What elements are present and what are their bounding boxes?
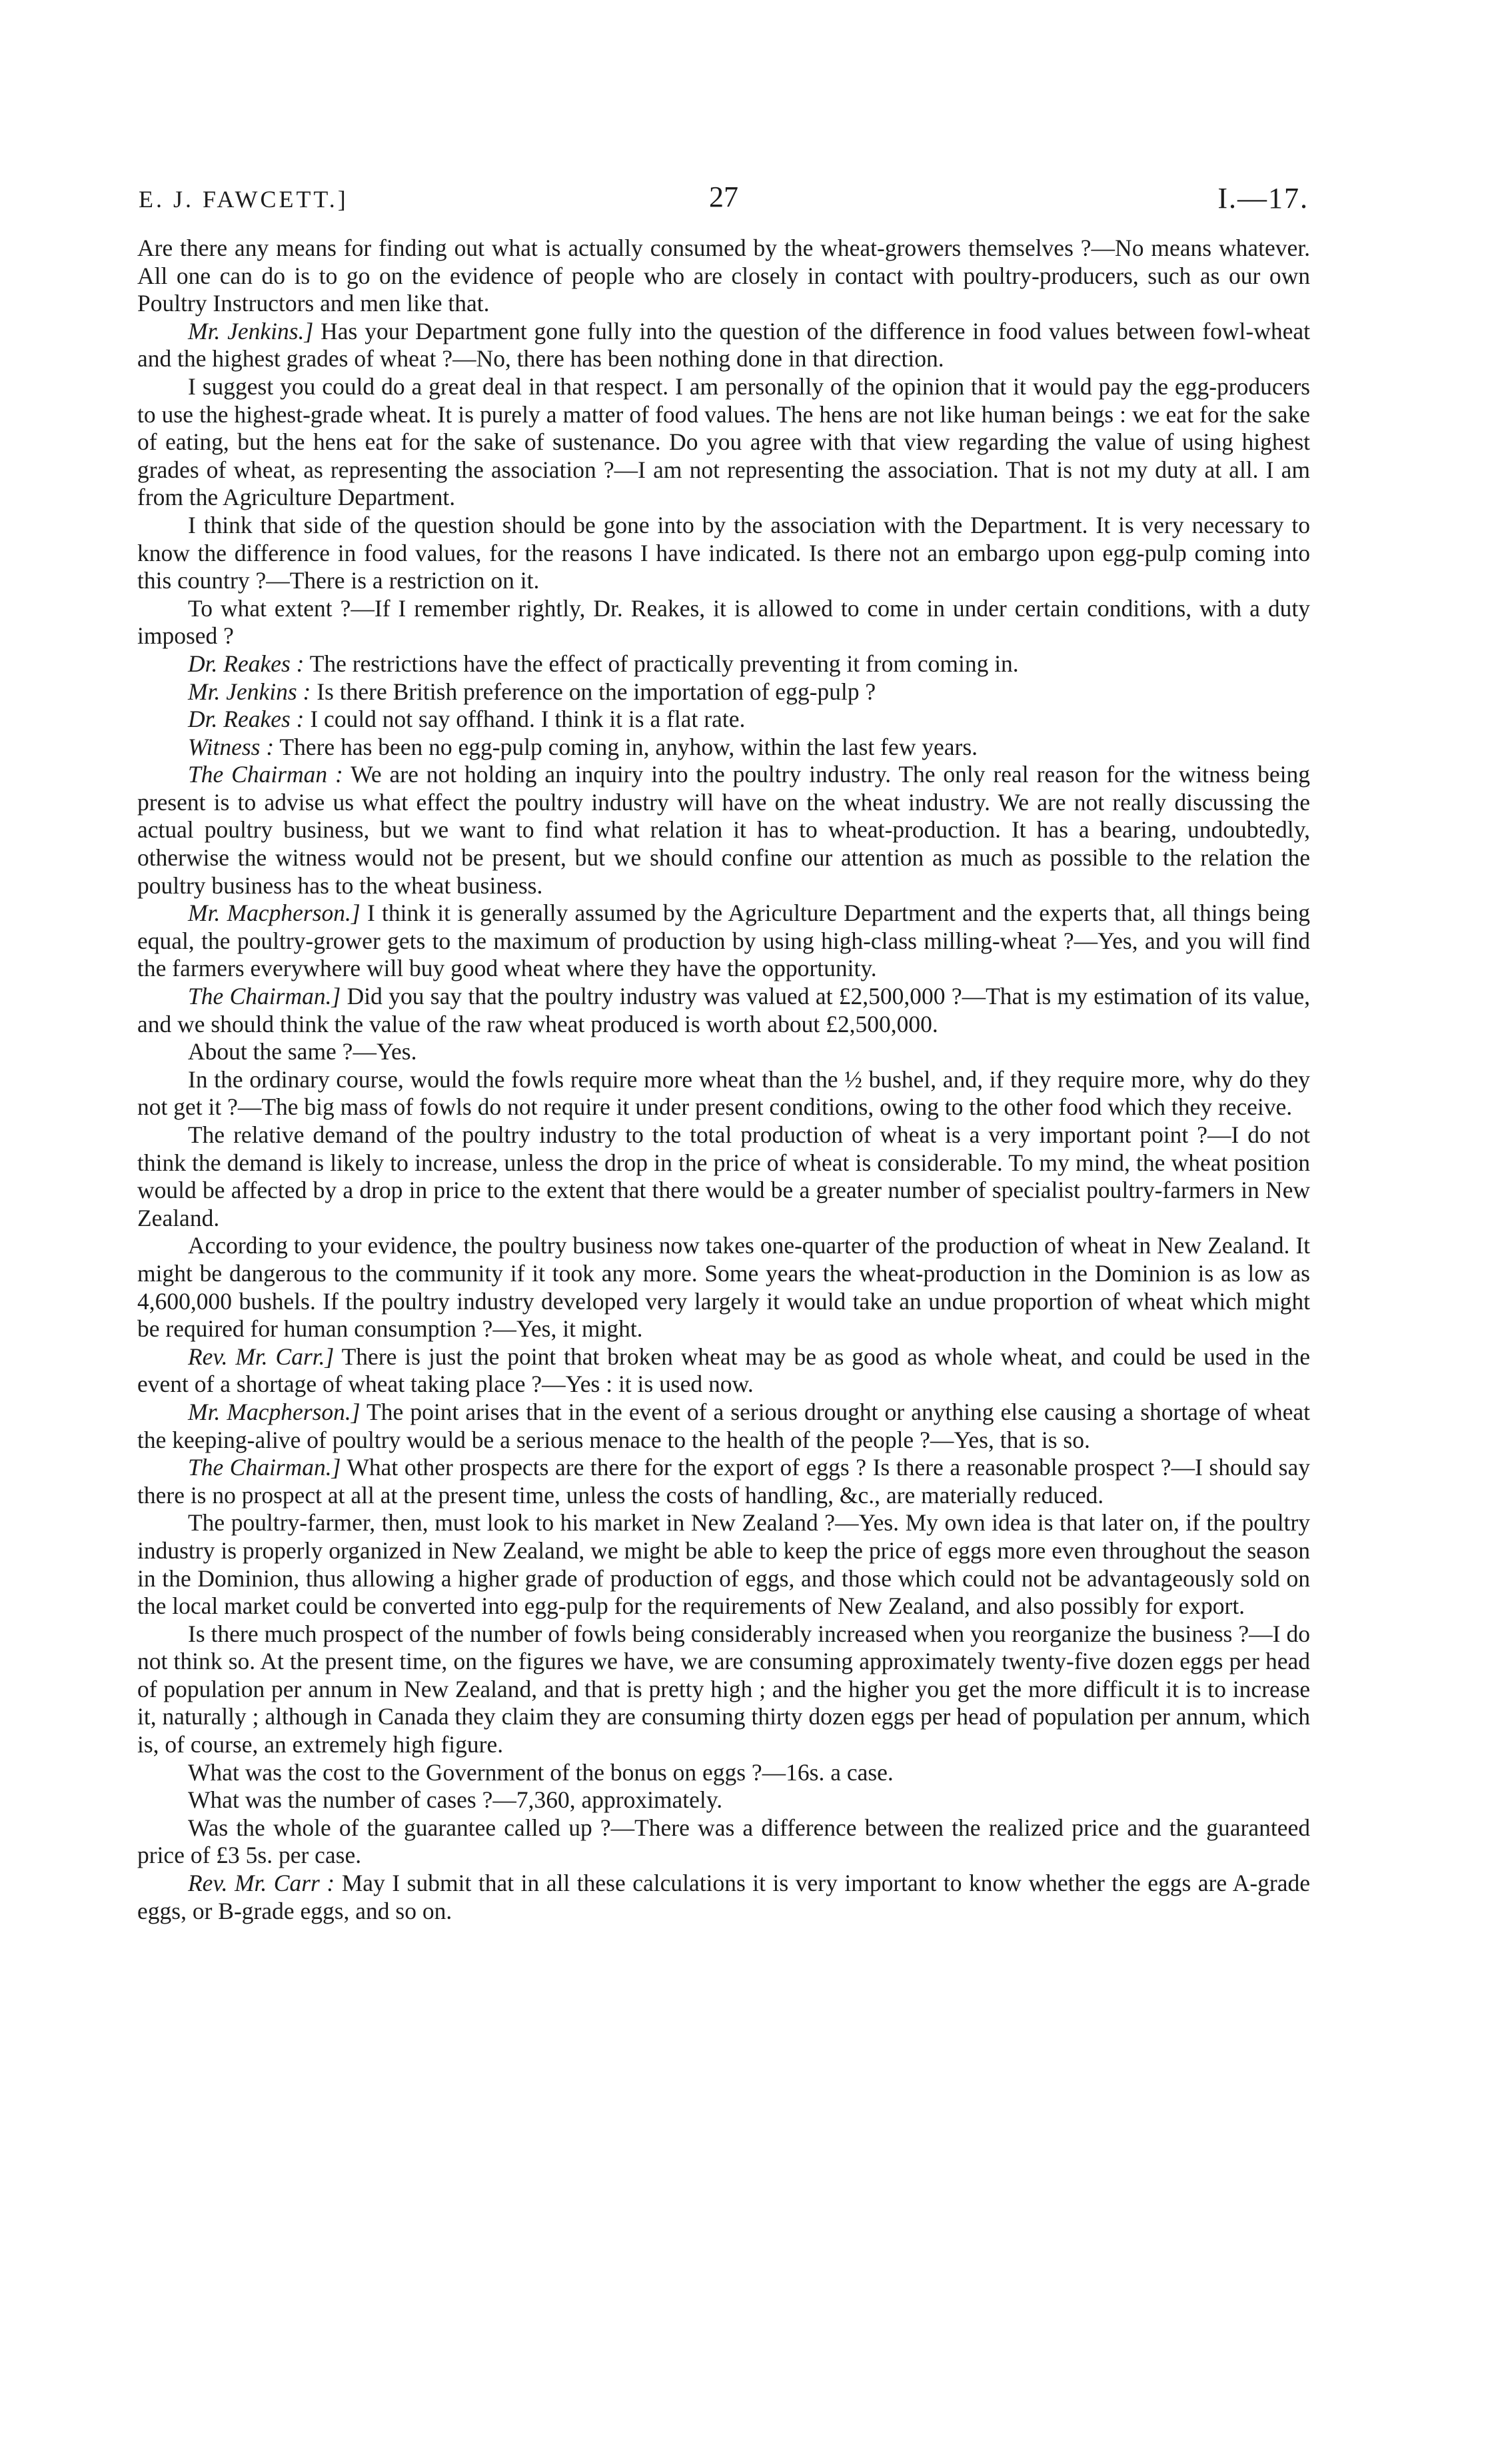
paragraph-text: The poultry-farmer, then, must look to his market in New Zealand ?—Yes. My own idea is that later on, if the poultry industry is properly organized in New Zealand, we might be able to keep the price of eggs more even throughout the season in the Dominion, thus allowing a higher grade of production of eggs, and those which could not be advantageously sold on the local market could be converted into egg-pulp for the requirements of New Zealand, and also possibly for export. xyxy=(137,1509,1310,1620)
paragraph xyxy=(137,650,1310,678)
paragraph xyxy=(137,1814,1310,1870)
paragraph-text: To what extent ?—If I remember rightly, Dr. Reakes, it is allowed to come in under certain conditions, with a duty imposed ? xyxy=(137,594,1310,650)
paragraph-text: I think that side of the question should be gone into by the association with the Department. It is very necessary to know the difference in food values, for the reasons I have indicated. Is there not an embargo upon egg-pulp coming into this country ?—There is a restriction on it. xyxy=(137,511,1310,594)
paragraph xyxy=(137,900,1310,983)
paragraph xyxy=(137,761,1310,900)
paragraph-text: The relative demand of the poultry industry to the total production of wheat is a very important point ?—I do not think the demand is likely to increase, unless the drop in the price of wheat is considerable. To my mind, the wheat position would be affected by a drop in price to the extent that there would be a greater number of specialist poultry-farmers in New Zealand. xyxy=(137,1121,1310,1231)
paragraph xyxy=(137,1038,1310,1066)
speaker: Witness : xyxy=(188,733,275,760)
page-number: 27 xyxy=(709,181,738,213)
speaker: Dr. Reakes : xyxy=(188,650,305,677)
paragraph xyxy=(137,1870,1310,1925)
paragraph-text: Is there much prospect of the number of fowls being considerably increased when you reorganize the business ?—I do not think so. At the present time, on the figures we have, we are consuming approximately twenty-five dozen eggs per head of population per annum in New Zealand, and that is pretty high ; and the higher you get the more difficult it is to increase it, naturally ; although in Canada they claim they are consuming thirty dozen eggs per head of population per annum, which is, of course, an extremely high figure. xyxy=(137,1620,1310,1758)
paragraph-text: We are not holding an inquiry into the poultry industry. The only real reason for the witness being present is to advise us what effect the poultry industry will have on the wheat industry. We are not really discussing the actual poultry business, but we want to find what relation it has to wheat-production. It has a bearing, undoubtedly, otherwise the witness would not be present, but we should confine our attention as much as possible to the relation the poultry business has to the wheat business. xyxy=(137,761,1310,899)
paragraph-text: The point arises that in the event of a serious drought or anything else causing a shortage of wheat the keeping-alive of poultry would be a serious menace to the health of the people ?—Yes, that is so. xyxy=(137,1398,1311,1453)
paragraph-text: May I submit that in all these calculations it is very important to know whether the eggs are A-grade eggs, or B-grade eggs, and so on. xyxy=(137,1870,1310,1924)
paragraph xyxy=(137,1343,1310,1399)
paragraph-text: What other prospects are there for the export of eggs ? Is there a reasonable prospect ?—I should say there is no prospect at all at the present time, unless the costs of handling, &c., are materially reduced. xyxy=(137,1454,1310,1509)
paragraph xyxy=(137,1232,1310,1343)
paragraph-text: I think it is generally assumed by the Agriculture Department and the experts that, all things being equal, the poultry-grower gets to the maximum of production by using high-class milling-wheat ?—Yes, and you will find the farmers everywhere will buy good wheat where they have the opportunity. xyxy=(137,900,1310,982)
speaker: Dr. Reakes : xyxy=(188,706,305,733)
paragraph-text: What was the number of cases ?—7,360, approximately. xyxy=(188,1786,723,1814)
paragraph xyxy=(137,235,1310,318)
paragraph xyxy=(137,734,1310,762)
paragraph-text: About the same ?—Yes. xyxy=(188,1038,417,1065)
speaker: Mr. Macpherson.] xyxy=(188,1398,361,1425)
paragraph xyxy=(137,1399,1310,1454)
paragraph-text: Did you say that the poultry industry was valued at £2,500,000 ?—That is my estimation of its value, and we should think the value of the raw wheat produced is worth about £2,500,000. xyxy=(137,983,1310,1037)
paragraph-text: There has been no egg-pulp coming in, anyhow, within the last few years. xyxy=(274,733,978,760)
paragraph xyxy=(137,1066,1310,1121)
paragraph-text: According to your evidence, the poultry business now takes one-quarter of the production of wheat in New Zealand. It might be dangerous to the community if it took any more. Some years the wheat-production in the Dominion is as low as 4,600,000 bushels. If the poultry industry developed very largely it would take an undue proportion of wheat which might be required for human consumption ?—Yes, it might. xyxy=(137,1232,1310,1343)
paragraph xyxy=(137,1121,1310,1232)
paragraph-text: Was the whole of the guarantee called up ?—There was a difference between the realized price and the guaranteed price of £3 5s. per case. xyxy=(137,1814,1310,1869)
paragraph-text: I suggest you could do a great deal in that respect. I am personally of the opinion that it would pay the egg-producers to use the highest-grade wheat. It is purely a matter of food values. The hens are not like human beings : we eat for the sake of eating, but the hens eat for the sake of sustenance. Do you agree with that view regarding the value of using highest grades of wheat, as representing the association ?—I am not representing the association. That is not my duty at all. I am from the Agriculture Department. xyxy=(137,372,1310,511)
paragraph xyxy=(137,1454,1310,1509)
paragraph xyxy=(137,512,1310,595)
paragraph-text: I could not say offhand. I think it is a flat rate. xyxy=(304,706,746,733)
speaker: Mr. Jenkins.] xyxy=(188,317,314,344)
paper-reference: I.—17. xyxy=(1217,182,1309,215)
paragraph xyxy=(137,1786,1310,1814)
paragraph xyxy=(137,1759,1310,1787)
paragraph xyxy=(137,1620,1310,1759)
speaker: The Chairman : xyxy=(188,761,343,788)
paragraph-text: Is there British preference on the importation of egg-pulp ? xyxy=(311,678,876,705)
paragraph xyxy=(137,373,1310,512)
witness-name: E. J. FAWCETT.] xyxy=(139,186,349,213)
speaker: Rev. Mr. Carr.] xyxy=(188,1343,335,1370)
paragraph-text: What was the cost to the Government of the bonus on eggs ?—16s. a case. xyxy=(188,1758,894,1786)
speaker: The Chairman.] xyxy=(188,1454,341,1481)
paragraph xyxy=(137,706,1310,734)
paragraph xyxy=(137,983,1310,1038)
paragraph-text: The restrictions have the effect of practically preventing it from coming in. xyxy=(304,650,1019,677)
speaker: Mr. Macpherson.] xyxy=(188,900,361,927)
paragraph xyxy=(137,318,1310,373)
paragraph-text: There is just the point that broken wheat may be as good as whole wheat, and could be used in the event of a shortage of wheat taking place ?—Yes : it is used now. xyxy=(137,1343,1310,1398)
speaker: Mr. Jenkins : xyxy=(188,678,311,705)
paragraph-text: Are there any means for finding out what is actually consumed by the wheat-growers themselves ?—No means whatever. All one can do is to go on the evidence of people who are closely in contact with poultry-producers, such as our own Poultry Instructors and men like that. xyxy=(137,235,1310,317)
paragraph-text: In the ordinary course, would the fowls require more wheat than the ½ bushel, and, if they require more, why do they not get it ?—The big mass of fowls do not require it under present conditions, owing to the other food which they receive. xyxy=(137,1065,1310,1121)
speaker: The Chairman.] xyxy=(188,983,341,1010)
evidence-text xyxy=(137,235,1310,1925)
speaker: Rev. Mr. Carr : xyxy=(188,1870,335,1897)
page-header xyxy=(137,180,1310,220)
paragraph-text: Has your Department gone fully into the question of the difference in food values between fowl-wheat and the highest grades of wheat ?—No, there has been nothing done in that direction. xyxy=(137,317,1310,372)
paragraph xyxy=(137,595,1310,650)
paragraph xyxy=(137,1509,1310,1620)
document-page xyxy=(137,180,1310,1925)
paragraph xyxy=(137,678,1310,706)
